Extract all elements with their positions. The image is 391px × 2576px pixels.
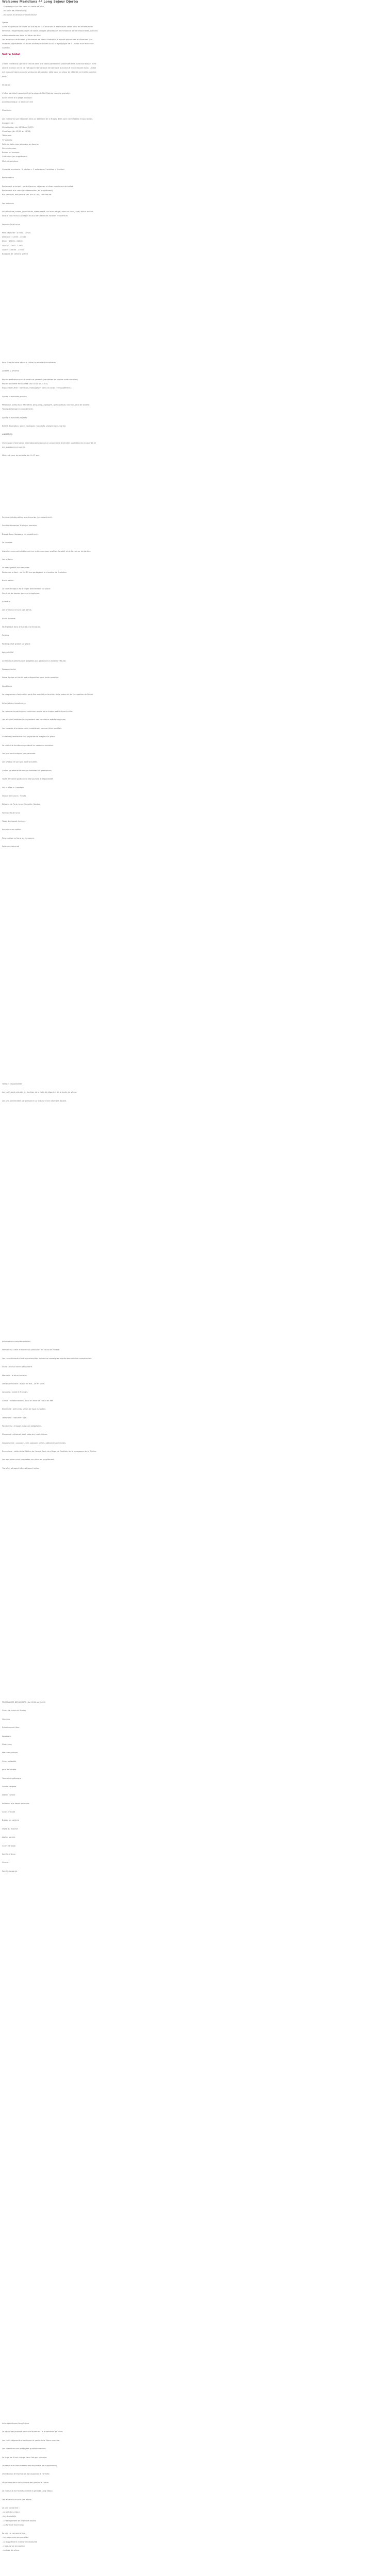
text-6-line: Transfert aéroport-hôtel-aéroport inclus.	[2, 1467, 40, 1469]
text-3-line	[2, 365, 99, 369]
text-4-line: Accès Internet	[2, 617, 15, 620]
text-8-line: Le prix ne comprend pas :	[2, 2532, 26, 2535]
text-4-line	[2, 638, 99, 642]
text-6-line: Climat : méditerranéen, doux en hiver et chaud en été.	[2, 1399, 54, 1402]
text-4-line: Animaux	[2, 600, 10, 603]
text-6-line	[2, 1361, 99, 1365]
text-4-line: Parking	[2, 634, 9, 637]
text-4-line	[2, 663, 99, 667]
text-7-line	[2, 1865, 99, 1869]
text-2-line: Eau minérale, sodas, jus de fruits, bière locale, vin local (rouge, blanc et rosé), café, thé et alcools locaux sont inclus aux repas et aux bars selon les horaires d'ouverture.	[2, 210, 93, 217]
text-4-line: Réduction enfant : de 2 à 12 ans partageant la chambre de 2 adultes.	[2, 571, 67, 573]
text-2-line	[2, 172, 99, 176]
text-4-line: Séjour de 8 jours / 7 nuits	[2, 794, 26, 797]
text-4-line: Service de baby-sitting sur demande (en supplément).	[2, 516, 53, 518]
text-4-line	[2, 621, 99, 625]
text-4-line: Certaines chambres sont adaptées aux personnes à mobilité réduite.	[2, 659, 67, 662]
text-2-line: Balcon ou terrasse	[2, 151, 20, 154]
text-2-line	[2, 180, 99, 184]
text-7-line: Soirée cinéma	[2, 1853, 15, 1856]
text-5-line: Tarifs et disponibilités	[2, 1083, 22, 1085]
page-title: Welcome Meridiana 4* Long Séjour Djerba	[2, 0, 78, 4]
text-3-line: Tennis (éclairage en supplément).	[2, 408, 34, 411]
text-section-7	[2, 1700, 99, 1873]
text-2-line: Capacité maximale : 2 adultes + 2 enfants ou 3 adultes + 1 enfant	[2, 168, 64, 171]
text-6-line	[2, 1411, 99, 1415]
text-4-line: Bon à savoir	[2, 579, 14, 582]
text-3-line: Sports et activités gratuits	[2, 395, 27, 398]
text-4-line: Les horaires d'ouverture des installations peuvent être modifiés.	[2, 727, 62, 730]
text-3-line: Piscine extérieure avec transats et parasols (serviettes de piscine contre caution).	[2, 378, 78, 381]
text-4-line	[2, 604, 99, 608]
text-4-line: Toute demande particulière est soumise à disponibilité.	[2, 778, 54, 781]
text-8-line: Les tarifs dégressifs s'appliquent à partir de la 3ème semaine.	[2, 2439, 60, 2442]
text-7-line	[2, 1713, 99, 1717]
text-8-line: - La formule Tout Inclus	[2, 2523, 24, 2526]
text-4-line	[2, 815, 99, 819]
text-3-line: Une équipe d'animation internationale propose un programme d'activités quotidiennes en journée et des spectacles en soirée.	[2, 442, 96, 448]
text-4-line	[2, 823, 99, 827]
text-2-line: Les boissons	[2, 202, 14, 205]
text-4-line: Les prix sont indiqués par personne.	[2, 752, 36, 755]
text-3-line: Billard, équitation, sports nautiques motorisés, plongée sous-marine.	[2, 425, 67, 427]
text-8-line	[2, 2468, 99, 2472]
text-2-line	[2, 227, 99, 231]
text-4-line: Lit bébé gratuit sur demande.	[2, 567, 30, 569]
text-6-line: Décalage horaire : aucun en été, -1h en hiver.	[2, 1382, 45, 1385]
text-4-line	[2, 731, 99, 735]
text-6-line	[2, 1453, 99, 1458]
text-8-line: - L'assurance annulation	[2, 2545, 25, 2547]
text-6-line	[2, 1445, 99, 1449]
text-7-line: Soirée dansante	[2, 1870, 18, 1872]
text-4-line	[2, 562, 99, 566]
text-4-line	[2, 722, 99, 726]
text-4-line: Certaines prestations sont payantes et à régler sur place.	[2, 736, 56, 738]
text-7-line	[2, 1798, 99, 1802]
text-4-line: Notre équipe se tient à votre disposition pour toute question.	[2, 676, 59, 679]
text-2-line	[2, 104, 99, 108]
text-6-line: Monnaie : le dinar tunisien.	[2, 1374, 27, 1377]
text-2-line	[2, 112, 99, 116]
text-3-line: LOISIRS & SPORTS	[2, 370, 19, 372]
text-7-line: Balade en calèche	[2, 1819, 19, 1822]
text-2-line: Chambres	[2, 109, 12, 112]
text-7-line	[2, 1823, 99, 1827]
text-6-line	[2, 1386, 99, 1390]
text-8-line: Un service de blanchisserie est disponible (en supplément).	[2, 2464, 58, 2467]
text-6-line: Les ressortissants d'autres nationalités doivent se renseigner auprès des autorités compétentes.	[2, 1357, 92, 1360]
text-section-4	[2, 515, 99, 849]
text-1-line: Cette magnifique île située au sud-est de la Tunisie est la destination idéale pour les amateurs de farniente. Magnifiques plages de sable, villages pittoresques et l'influence berbère fascinante, cultures méditerranéennes dans un décor de rêve.	[2, 26, 98, 37]
text-2-line: Accès direct à la plage publique.	[2, 96, 32, 99]
text-6-line	[2, 1428, 99, 1432]
text-5-line	[2, 1086, 99, 1090]
text-6-line: Excursions : visite de la Médina de Houmt Souk, du village de Guellala, de la synagogue de la Ghriba.	[2, 1450, 96, 1453]
text-4-line	[2, 528, 99, 532]
text-8-line: - L'hébergement en chambre double	[2, 2519, 36, 2522]
text-7-line	[2, 1781, 99, 1785]
text-2-line: Dîner : 19h00 - 21h30	[2, 240, 23, 243]
text-6-line: Gastronomie : couscous, brik, poissons grillés, pâtisseries orientales.	[2, 1442, 66, 1444]
text-7-line: PROGRAMME DES LOISIRS (du 01/11 au 31/03)	[2, 1701, 46, 1703]
text-6-line: Langues : arabe et français.	[2, 1391, 28, 1394]
text-8-line: Infos spécifiques Long Séjour	[2, 2422, 29, 2425]
text-6-line: Informations complémentaires	[2, 1341, 31, 1343]
text-3-line	[2, 399, 99, 403]
text-5-line: Les prix s'entendent par personne sur la base d'une chambre double.	[2, 1099, 67, 1102]
text-6-line: Téléphone : indicatif +216.	[2, 1416, 27, 1419]
text-8-line	[2, 2485, 99, 2489]
text-section-5	[2, 1082, 99, 1103]
text-section-8	[2, 2421, 99, 2552]
text-4-line: Le programme d'animation peut être modifié en fonction de la saison et de l'occupation de l'hôtel.	[2, 693, 94, 696]
text-4-line	[2, 773, 99, 777]
text-8-line: Le séjour est proposé pour une durée de 2 à 8 semaines en hiver.	[2, 2431, 63, 2433]
text-8-line: Le prix comprend :	[2, 2506, 20, 2509]
text-2-line: Zone touristique : à environ 5 km	[2, 100, 34, 103]
text-2-line: Mini-réfrigérateur	[2, 160, 19, 162]
intro-line: - Le prestige d'un lieu dans un cadre de rêve	[2, 6, 44, 8]
text-3-line	[2, 420, 99, 424]
text-8-line: Le linge de lit est changé deux fois par semaine.	[2, 2456, 47, 2459]
text-8-line: - Le vol aller-retour	[2, 2511, 20, 2514]
text-2-line: Restauration	[2, 177, 14, 179]
text-4-line	[2, 574, 99, 579]
text-6-line: Electricité : 220 volts, prises de type européen.	[2, 1408, 46, 1411]
text-7-line: Cours collectifs	[2, 1760, 17, 1762]
text-7-line	[2, 1764, 99, 1768]
text-7-line	[2, 1704, 99, 1708]
text-8-line: - Les dépenses personnelles	[2, 2536, 28, 2539]
text-7-line	[2, 1789, 99, 1793]
text-7-line: Atelier poterie	[2, 1836, 15, 1839]
text-8-line: Le mini-club est fermé pendant la période Long Séjour.	[2, 2490, 53, 2493]
text-2-line	[2, 197, 99, 201]
text-4-line: Assurance en option	[2, 828, 21, 831]
text-6-line: Shopping : artisanat local, poteries, tapis, bijoux.	[2, 1433, 48, 1436]
text-6-line	[2, 1378, 99, 1382]
text-2-line: Téléphone	[2, 134, 12, 137]
text-8-line: - Les transferts	[2, 2515, 17, 2518]
text-6-line: Les excursions sont proposées sur place en supplément.	[2, 1459, 55, 1461]
text-8-line: Une réunion d'information est organisée à l'arrivée.	[2, 2473, 50, 2476]
text-2-line: L'hôtel Meridiana Djerba se trouve dans une vaste palmeraie à proximité de la zone touristique. Il est situé à environ 15 km de l'aéroport international de Djerba et à environ 6 km de Houmt Souk. L'hôtel est implanté dans un cadre verdoyant et paisible, idéal pour un séjour de détente en famille ou entre amis.	[2, 63, 96, 78]
text-7-line: Cours de yoga	[2, 1844, 15, 1847]
text-4-line: Formule Tout Inclus	[2, 811, 20, 814]
text-4-line	[2, 536, 99, 540]
text-4-line: Les activités extérieures dépendent des conditions météorologiques.	[2, 719, 67, 721]
text-4-line	[2, 680, 99, 684]
text-1-line: Les amateurs de balades y trouveront de beaux itinéraires à travers palmeraies et oliveraies. Les visiteurs apprécieront les souks animés de Houmt Souk, la synagogue de la Ghriba et le musée de Guellala.	[2, 38, 94, 49]
text-4-line: Informations importantes	[2, 702, 26, 704]
text-7-line: Jeux de société	[2, 1769, 17, 1771]
text-2-line	[2, 87, 99, 91]
text-2-line: Déjeuner : 12h30 - 14h30	[2, 236, 26, 239]
text-6-line: Pourboires : d'usage mais non obligatoires.	[2, 1425, 42, 1427]
text-8-line	[2, 2443, 99, 2447]
text-2-line: Chauffage (du 15/11 au 15/03)	[2, 130, 31, 133]
text-3-line: Pétanque, volley-ball, fléchettes, ping-pong, aquagym, gymnastique, tournois, jeux de société.	[2, 403, 90, 406]
text-3-line: Espace bien-être : hammam, massages et soins du corps (en supplément).	[2, 387, 72, 389]
text-4-line: Soirées dansantes 3 fois par semaine.	[2, 524, 38, 527]
text-4-line	[2, 748, 99, 752]
text-8-line	[2, 2477, 99, 2481]
text-7-line	[2, 1755, 99, 1759]
text-7-line	[2, 1721, 99, 1725]
text-4-line: Départs de Paris, Lyon, Marseille, Nantes	[2, 803, 40, 806]
text-2-line: Restaurant à la carte (sur réservation, en supplément).	[2, 189, 54, 192]
intro-line: - Un hôtel de charme cosy	[2, 10, 27, 12]
text-4-line	[2, 790, 99, 794]
text-2-line	[2, 163, 99, 167]
text-4-line	[2, 671, 99, 675]
text-4-line	[2, 714, 99, 718]
text-4-line	[2, 519, 99, 523]
text-4-line	[2, 832, 99, 836]
text-4-line: Accessibilité	[2, 651, 14, 654]
text-section-1	[2, 21, 99, 50]
text-8-line: Un interlocuteur francophone est présent à l'hôtel.	[2, 2481, 50, 2484]
text-4-line: Wi-Fi gratuit dans le hall et à la réception.	[2, 626, 41, 629]
text-4-line	[2, 756, 99, 760]
text-4-line	[2, 697, 99, 701]
text-7-line: Entraînement libre	[2, 1726, 20, 1729]
intro-list	[2, 5, 99, 18]
text-2-line	[2, 218, 99, 222]
text-4-line: Discothèque (boissons en supplément).	[2, 533, 39, 535]
text-section-2	[2, 62, 99, 256]
text-8-line	[2, 2460, 99, 2464]
text-2-line: Coffre-fort (en supplément)	[2, 156, 28, 158]
text-4-line: Réservation en ligne ou en agence	[2, 837, 35, 839]
text-8-line	[2, 2426, 99, 2430]
text-3-line: Piscine couverte et chauffée (du 01/11 au 31/03).	[2, 382, 48, 385]
text-2-line	[2, 79, 99, 83]
text-4-line	[2, 613, 99, 617]
text-3-line: ANIMATION	[2, 433, 13, 436]
text-7-line: Marche nordique	[2, 1752, 18, 1754]
text-4-line	[2, 583, 99, 587]
text-8-line: Les chambres sont nettoyées quotidiennement.	[2, 2448, 46, 2450]
text-6-line	[2, 1395, 99, 1399]
text-3-line: Pour faire de votre séjour à l'hôtel un moment inoubliable.	[2, 362, 57, 364]
text-4-line	[2, 629, 99, 633]
text-6-line	[2, 1403, 99, 1407]
text-4-line: Le mini-club fonctionne pendant les vacances scolaires.	[2, 744, 54, 747]
text-2-line: Climatisation (du 15/06 au 15/09)	[2, 126, 34, 128]
text-7-line	[2, 1806, 99, 1810]
text-2-line: Salle de bain avec baignoire ou douche	[2, 143, 39, 145]
text-3-line: Sports et activités payants	[2, 416, 27, 419]
text-2-line: Goûter : 16h00 - 17h00	[2, 248, 24, 251]
text-4-line: Nous contacter	[2, 668, 17, 671]
text-7-line	[2, 1814, 99, 1818]
text-4-line: Taxes d'aéroport incluses	[2, 820, 26, 823]
text-4-line: Conditions	[2, 685, 12, 687]
text-8-line	[2, 2451, 99, 2455]
text-2-line: Petit-déjeuner : 07h00 - 10h00	[2, 231, 31, 234]
text-2-line: Snack : 11h00 - 17h00	[2, 244, 23, 247]
text-2-line: Formule Tout Inclus	[2, 223, 20, 226]
text-6-line	[2, 1369, 99, 1373]
text-7-line: Aquagym	[2, 1735, 11, 1737]
text-section-3	[2, 361, 99, 458]
text-4-line	[2, 553, 99, 557]
text-7-line: Cours d'arabe	[2, 1811, 15, 1814]
text-7-line	[2, 1831, 99, 1835]
text-4-line: La terrasse	[2, 541, 13, 544]
text-4-line: L'hôtel se réserve le droit de modifier ses prestations.	[2, 769, 52, 772]
text-4-line	[2, 781, 99, 785]
text-4-line: Les enfants	[2, 558, 13, 561]
text-7-line: Atelier cuisine	[2, 1794, 15, 1797]
text-4-line: Vol + Hôtel + Transferts	[2, 786, 25, 789]
text-7-line: Stretching	[2, 1743, 12, 1745]
text-8-line: - La taxe de séjour	[2, 2549, 20, 2551]
text-5-line	[2, 1095, 99, 1099]
text-7-line	[2, 1747, 99, 1751]
text-3-line	[2, 449, 99, 453]
text-4-line	[2, 807, 99, 811]
text-4-line: Parking privé gratuit sur place.	[2, 642, 31, 645]
text-7-line	[2, 1856, 99, 1860]
text-7-line	[2, 1848, 99, 1852]
text-2-line: Sèche-cheveux	[2, 147, 17, 149]
text-8-line	[2, 2493, 99, 2497]
text-7-line: Cours de tennis et fitness	[2, 1709, 26, 1712]
text-4-line	[2, 798, 99, 802]
section-title-hotel: Votre hôtel	[2, 53, 21, 56]
text-2-line: Les chambres sont réparties dans un bâtiment de 2 étages. Elles sont confortables et spacieuses, équipées de :	[2, 117, 93, 124]
text-2-line: Boissons de 10h00 à 23h00	[2, 252, 28, 255]
text-4-line: Installez-vous confortablement sur la terrasse pour profiter du soleil et de la vue sur les jardins.	[2, 550, 91, 552]
text-4-line: Des frais de dossier peuvent s'appliquer.	[2, 592, 40, 595]
text-6-line	[2, 1420, 99, 1424]
text-4-line: Paiement sécurisé	[2, 845, 19, 848]
text-4-line	[2, 545, 99, 549]
text-4-line	[2, 654, 99, 658]
text-2-line: Restaurant principal : petit déjeuner, déjeuner et dîner sous forme de buffet.	[2, 185, 74, 188]
text-6-line: Santé : aucun vaccin obligatoire.	[2, 1366, 33, 1368]
text-3-line: Mini-club pour les enfants de 4 à 12 ans.	[2, 454, 40, 457]
text-4-line	[2, 688, 99, 692]
text-6-line	[2, 1437, 99, 1441]
text-2-line: L'hôtel est situé à proximité de la plage de Sidi Mahrez (navette gratuite).	[2, 92, 71, 95]
text-4-line: Les animaux ne sont pas admis.	[2, 609, 32, 612]
text-3-line	[2, 411, 99, 415]
text-8-line	[2, 2434, 99, 2438]
text-4-line	[2, 840, 99, 844]
text-4-line	[2, 739, 99, 743]
text-3-line	[2, 437, 99, 441]
text-section-6	[2, 1340, 99, 1470]
text-4-line	[2, 596, 99, 600]
text-8-line: Les animaux ne sont pas admis.	[2, 2498, 32, 2501]
text-7-line	[2, 1772, 99, 1776]
text-7-line: Visite du marché	[2, 1827, 18, 1830]
text-4-line: Le nombre de participants minimum requis pour chaque activité peut varier.	[2, 710, 73, 713]
text-3-line	[2, 390, 99, 394]
text-4-line: La taxe de séjour est à régler directement sur place.	[2, 588, 51, 590]
text-2-line: TV satellite	[2, 139, 13, 141]
text-3-line	[2, 428, 99, 432]
text-7-line: Horaires	[2, 1718, 10, 1720]
text-1-line: Djerba	[2, 22, 8, 24]
text-3-line	[2, 374, 99, 378]
text-8-line: - Le supplément chambre individuelle	[2, 2540, 37, 2543]
text-7-line	[2, 1730, 99, 1734]
text-2-line: Situation	[2, 84, 11, 86]
text-2-line	[2, 206, 99, 210]
text-6-line	[2, 1462, 99, 1466]
text-7-line: Tournoi de pétanque	[2, 1777, 21, 1780]
text-7-line: Initiation à la danse orientale	[2, 1802, 29, 1805]
text-4-line	[2, 705, 99, 709]
text-7-line: Soirée à thème	[2, 1785, 17, 1788]
text-7-line: Concert	[2, 1861, 10, 1864]
intro-line: - Un séjour à l'ambiance chaleureuse	[2, 14, 37, 16]
text-2-line: Bar principal, bar piscine (de 10h à 23h), café maure.	[2, 194, 52, 196]
text-8-line	[2, 2502, 99, 2506]
text-5-line: Les tarifs sont calculés en fonction de la date de départ et de la durée du séjour.	[2, 1091, 77, 1094]
text-6-line	[2, 1352, 99, 1357]
text-4-line	[2, 646, 99, 650]
text-4-line: Les photos ne sont pas contractuelles.	[2, 761, 38, 764]
text-6-line: Formalités : carte d'identité ou passeport en cours de validité.	[2, 1349, 60, 1351]
text-4-line	[2, 765, 99, 769]
text-6-line	[2, 1344, 99, 1348]
text-7-line	[2, 1738, 99, 1742]
text-8-line	[2, 2527, 99, 2531]
text-7-line	[2, 1839, 99, 1843]
